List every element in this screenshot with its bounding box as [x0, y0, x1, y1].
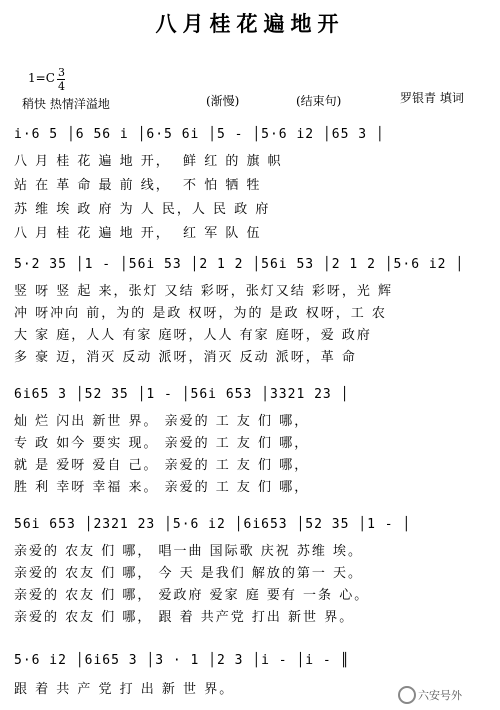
lyric-line-1: 亲爱的 农友 们 哪， 唱一曲 国际歌 庆祝 苏维 埃。 [14, 544, 364, 559]
lyric-line-4: 胜 利 幸呀 幸福 来。 亲爱的 工 友 们 哪， [14, 480, 310, 495]
key-signature: 1=C [28, 71, 55, 85]
tempo-marking: 稍快 热情洋溢地 [22, 97, 110, 111]
lyric-line-1: 八 月 桂 花 遍 地 开， 鲜 红 的 旗 帜 [14, 154, 283, 169]
lyricist-credit: 罗银青 填词 [400, 91, 464, 105]
lyric-line-1: 灿 烂 闪出 新世 界。 亲爱的 工 友 们 哪， [14, 414, 310, 429]
lyric-line-2: 亲爱的 农友 们 哪， 今 天 是我们 解放的第一 天。 [14, 566, 364, 581]
lyric-line-2: 专 政 如今 要实 现。 亲爱的 工 友 们 哪， [14, 436, 310, 451]
slow-down-marking: (渐慢) [206, 94, 240, 108]
notation-line: 56i 653 │2321 23 │5·6 i2 │6i653 │52 35 │1 - │ [14, 517, 412, 532]
lyric-line-4: 八 月 桂 花 遍 地 开， 红 军 队 伍 [14, 226, 262, 241]
ending-marking: (结束句) [296, 94, 342, 108]
time-signature-bottom: 4 [58, 80, 65, 93]
wechat-logo-icon [398, 686, 416, 704]
lyric-line-4: 亲爱的 农友 们 哪， 跟 着 共产党 打出 新世 界。 [14, 610, 355, 625]
lyric-line-3: 苏 维 埃 政 府 为 人 民，人 民 政 府 [14, 202, 271, 217]
notation-line: i·6 5 │6 56 i │6·5 6i │5 - │5·6 i2 │65 3 │ [14, 127, 385, 142]
lyric-line-2: 冲 呀冲向 前，为的 是政 权呀，为的 是政 权呀，工 农 [14, 306, 387, 321]
lyric-line-3: 就 是 爱呀 爱自 己。 亲爱的 工 友 们 哪， [14, 458, 310, 473]
notation-line: 5·6 i2 │6i65 3 │3 · 1 │2 3 │i - │i - ║ [14, 653, 350, 668]
lyric-line-1: 竖 呀 竖 起 来，张灯 又结 彩呀，张灯又结 彩呀，光 辉 [14, 284, 394, 299]
lyric-line-3: 大 家 庭，人人 有家 庭呀，人人 有家 庭呀，爱 政府 [14, 328, 372, 343]
notation-line: 5·2 35 │1 - │56i 53 │2 1 2 │56i 53 │2 1 2 │5·6 i2 │ [14, 257, 465, 272]
song-title: 八月桂花遍地开 [155, 11, 345, 36]
lyric-line-1: 跟 着 共 产 党 打 出 新 世 界。 [14, 682, 235, 697]
watermark-text: 六安号外 [418, 689, 462, 702]
lyric-line-4: 多 豪 迈，消灭 反动 派呀，消灭 反动 派呀，革 命 [14, 350, 357, 365]
lyric-line-2: 站 在 革 命 最 前 线， 不 怕 牺 牲 [14, 178, 262, 193]
lyric-line-3: 亲爱的 农友 们 哪， 爱政府 爱家 庭 要有 一条 心。 [14, 588, 370, 603]
time-signature-top: 3 [58, 66, 65, 79]
notation-line: 6i65 3 │52 35 │1 - │56i 653 │3321 23 │ [14, 387, 350, 402]
